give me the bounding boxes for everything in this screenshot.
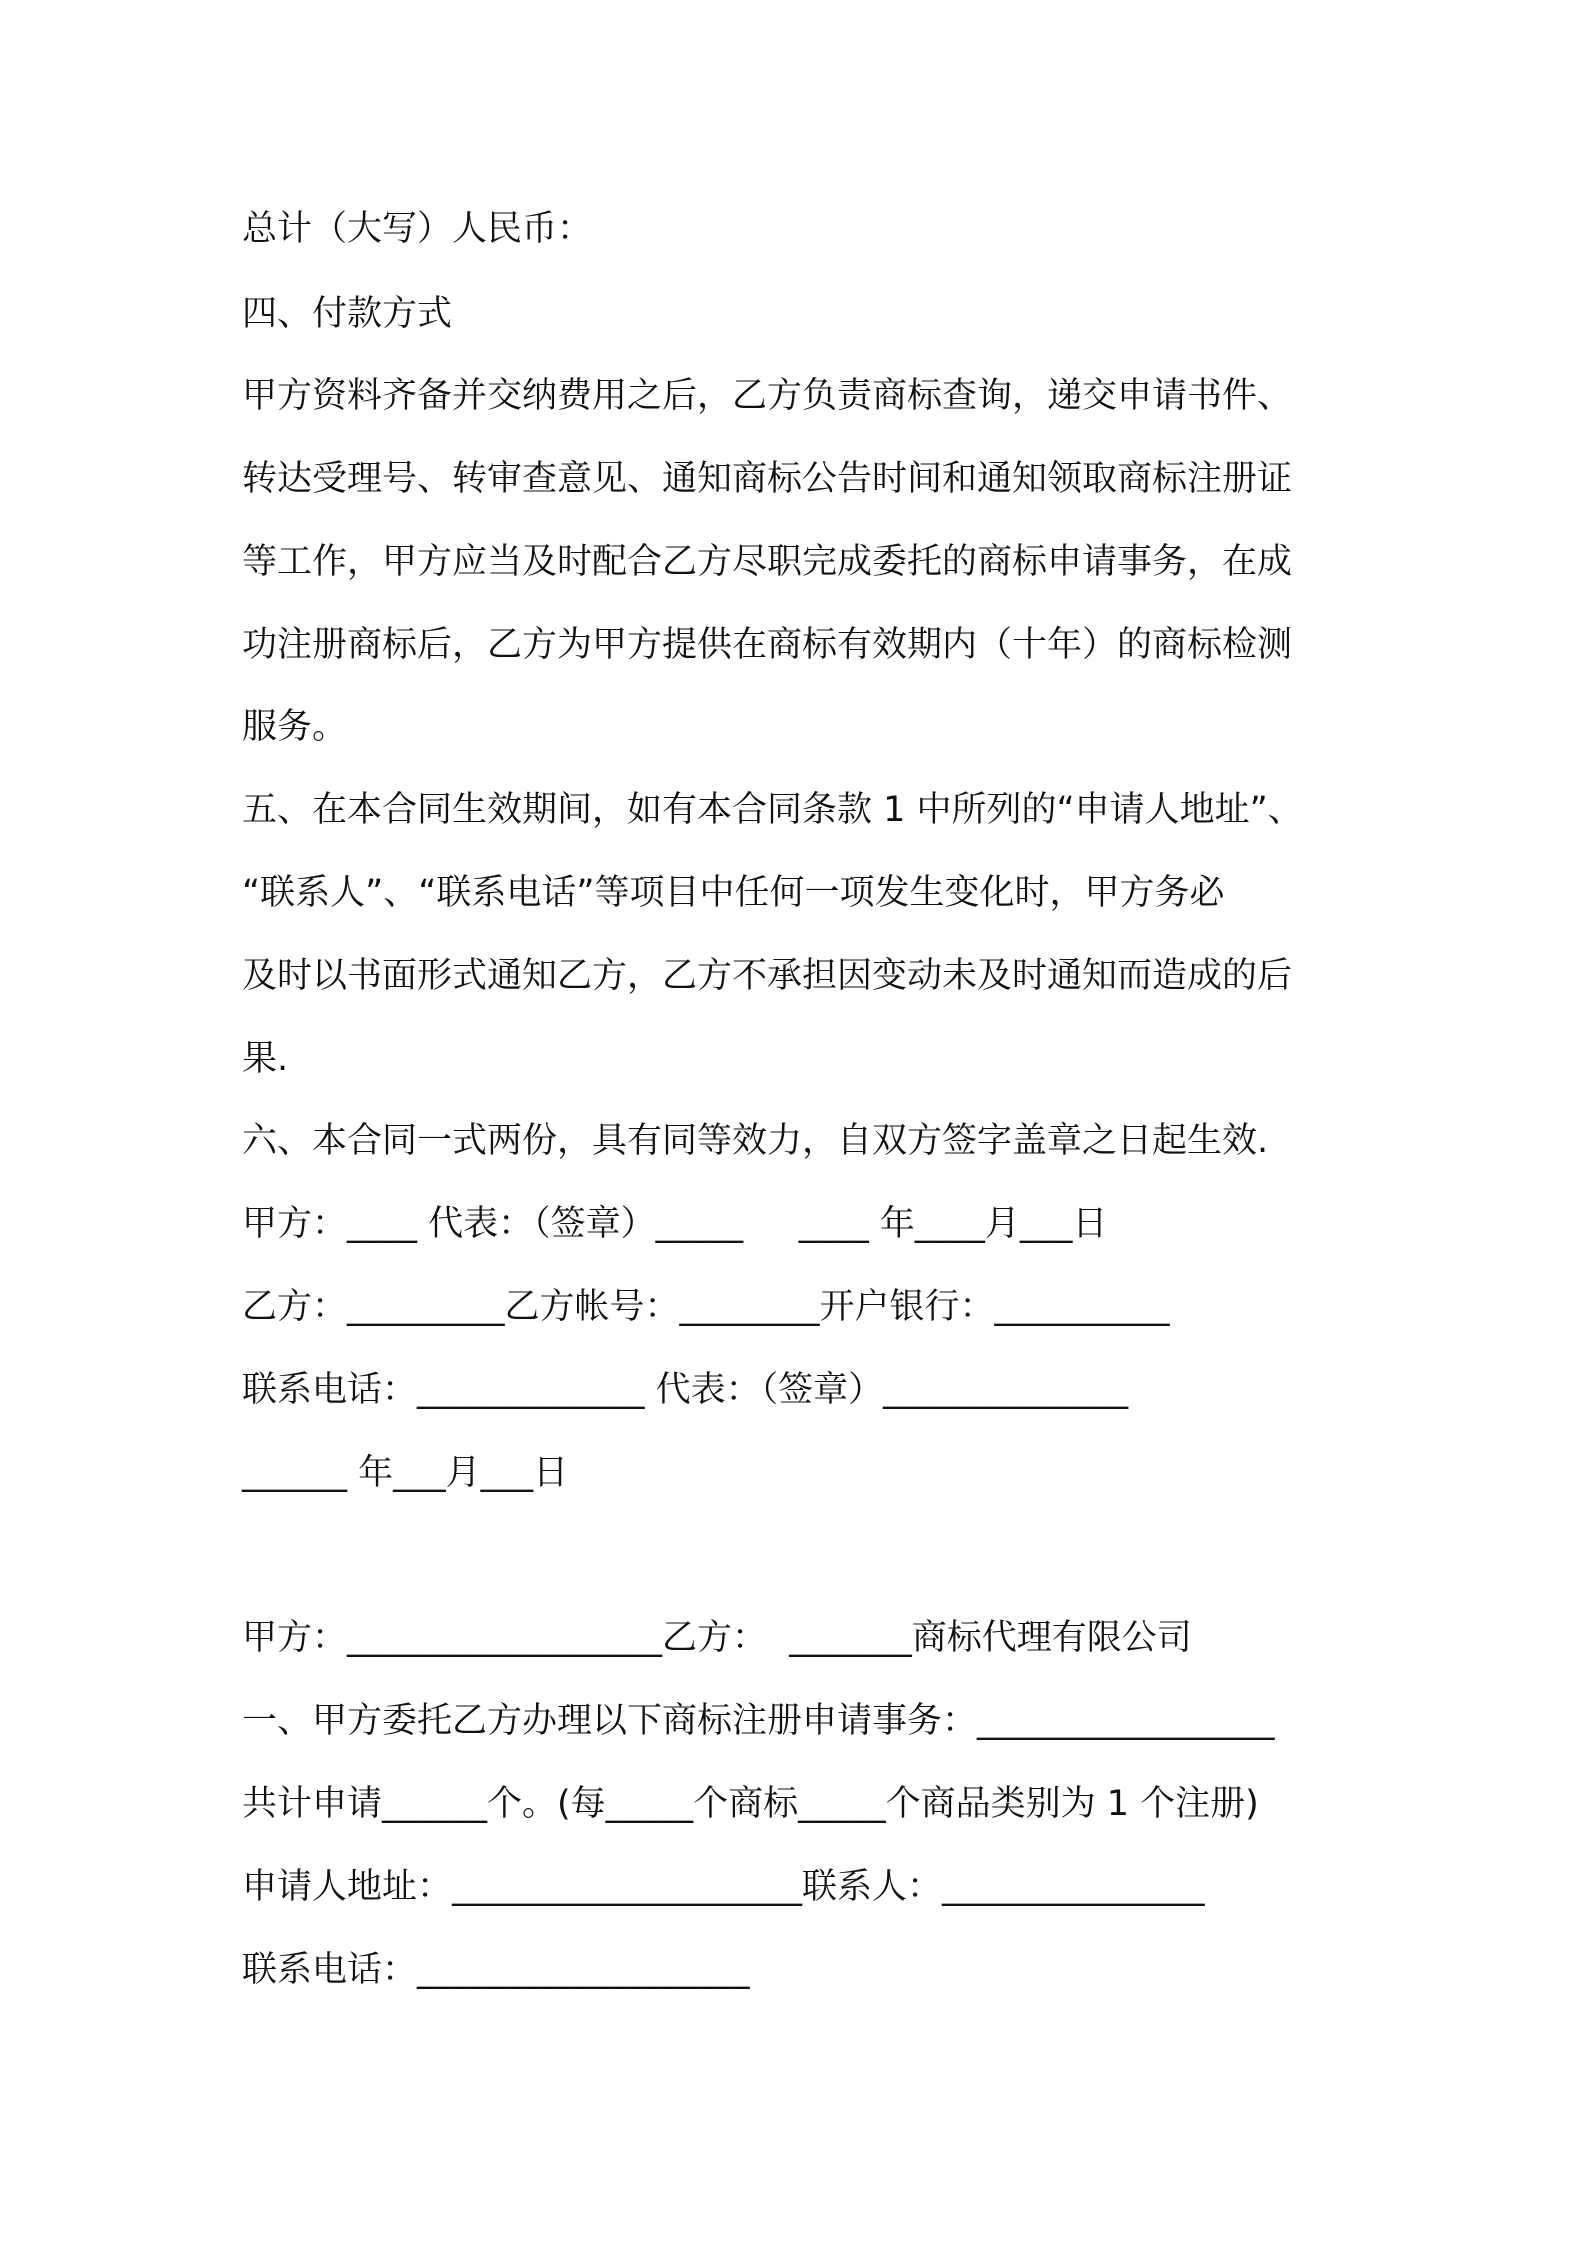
total-amount-line: 总计（大写）人民币： — [242, 209, 593, 249]
payment-paragraph-line-2: 转达受理号、转审查意见、通知商标公告时间和通知领取商标注册证 — [242, 459, 1293, 499]
section-six-line: 六、本合同一式两份，具有同等效力，自双方签字盖章之日起生效. — [242, 1121, 1269, 1161]
payment-paragraph-line-1: 甲方资料齐备并交纳费用之后，乙方负责商标查询，递交申请书件、 — [242, 376, 1293, 416]
section-five-line-4: 果. — [242, 1039, 289, 1079]
payment-paragraph-line-4: 功注册商标后，乙方为甲方提供在商标有效期内（十年）的商标检测 — [242, 625, 1293, 665]
applicant-address-line: 申请人地址：____________________联系人：_______________ — [242, 1867, 1205, 1907]
date-line: ______ 年___月___日 — [242, 1453, 569, 1493]
application-count-line: 共计申请______个。(每_____个商标_____个商品类别为 1 个注册) — [242, 1784, 1259, 1824]
payment-paragraph-line-5: 服务。 — [242, 707, 348, 747]
section-five-line-2: “联系人”、“联系电话”等项目中任何一项发生变化时，甲方务必 — [242, 873, 1225, 913]
section-four-heading: 四、付款方式 — [242, 294, 453, 334]
payment-paragraph-line-3: 等工作，甲方应当及时配合乙方尽职完成委托的商标申请事务，在成 — [242, 542, 1293, 582]
section-five-line-1: 五、在本合同生效期间，如有本合同条款 1 中所列的“申请人地址”、 — [242, 790, 1303, 830]
parties-line: 甲方：__________________乙方： _______商标代理有限公司 — [242, 1618, 1192, 1658]
party-b-account-line: 乙方：_________乙方帐号：________开户银行：__________ — [242, 1287, 1170, 1327]
contact-phone-line: 联系电话：___________________ — [242, 1950, 750, 1990]
section-one-line: 一、甲方委托乙方办理以下商标注册申请事务：_________________ — [242, 1701, 1275, 1741]
contact-signature-line: 联系电话：_____________ 代表：（签章）______________ — [242, 1370, 1129, 1410]
section-five-line-3: 及时以书面形式通知乙方，乙方不承担因变动未及时通知而造成的后 — [242, 956, 1293, 996]
party-a-signature-line: 甲方：____ 代表：（签章）_____ ____ 年____月___日 — [242, 1204, 1108, 1244]
